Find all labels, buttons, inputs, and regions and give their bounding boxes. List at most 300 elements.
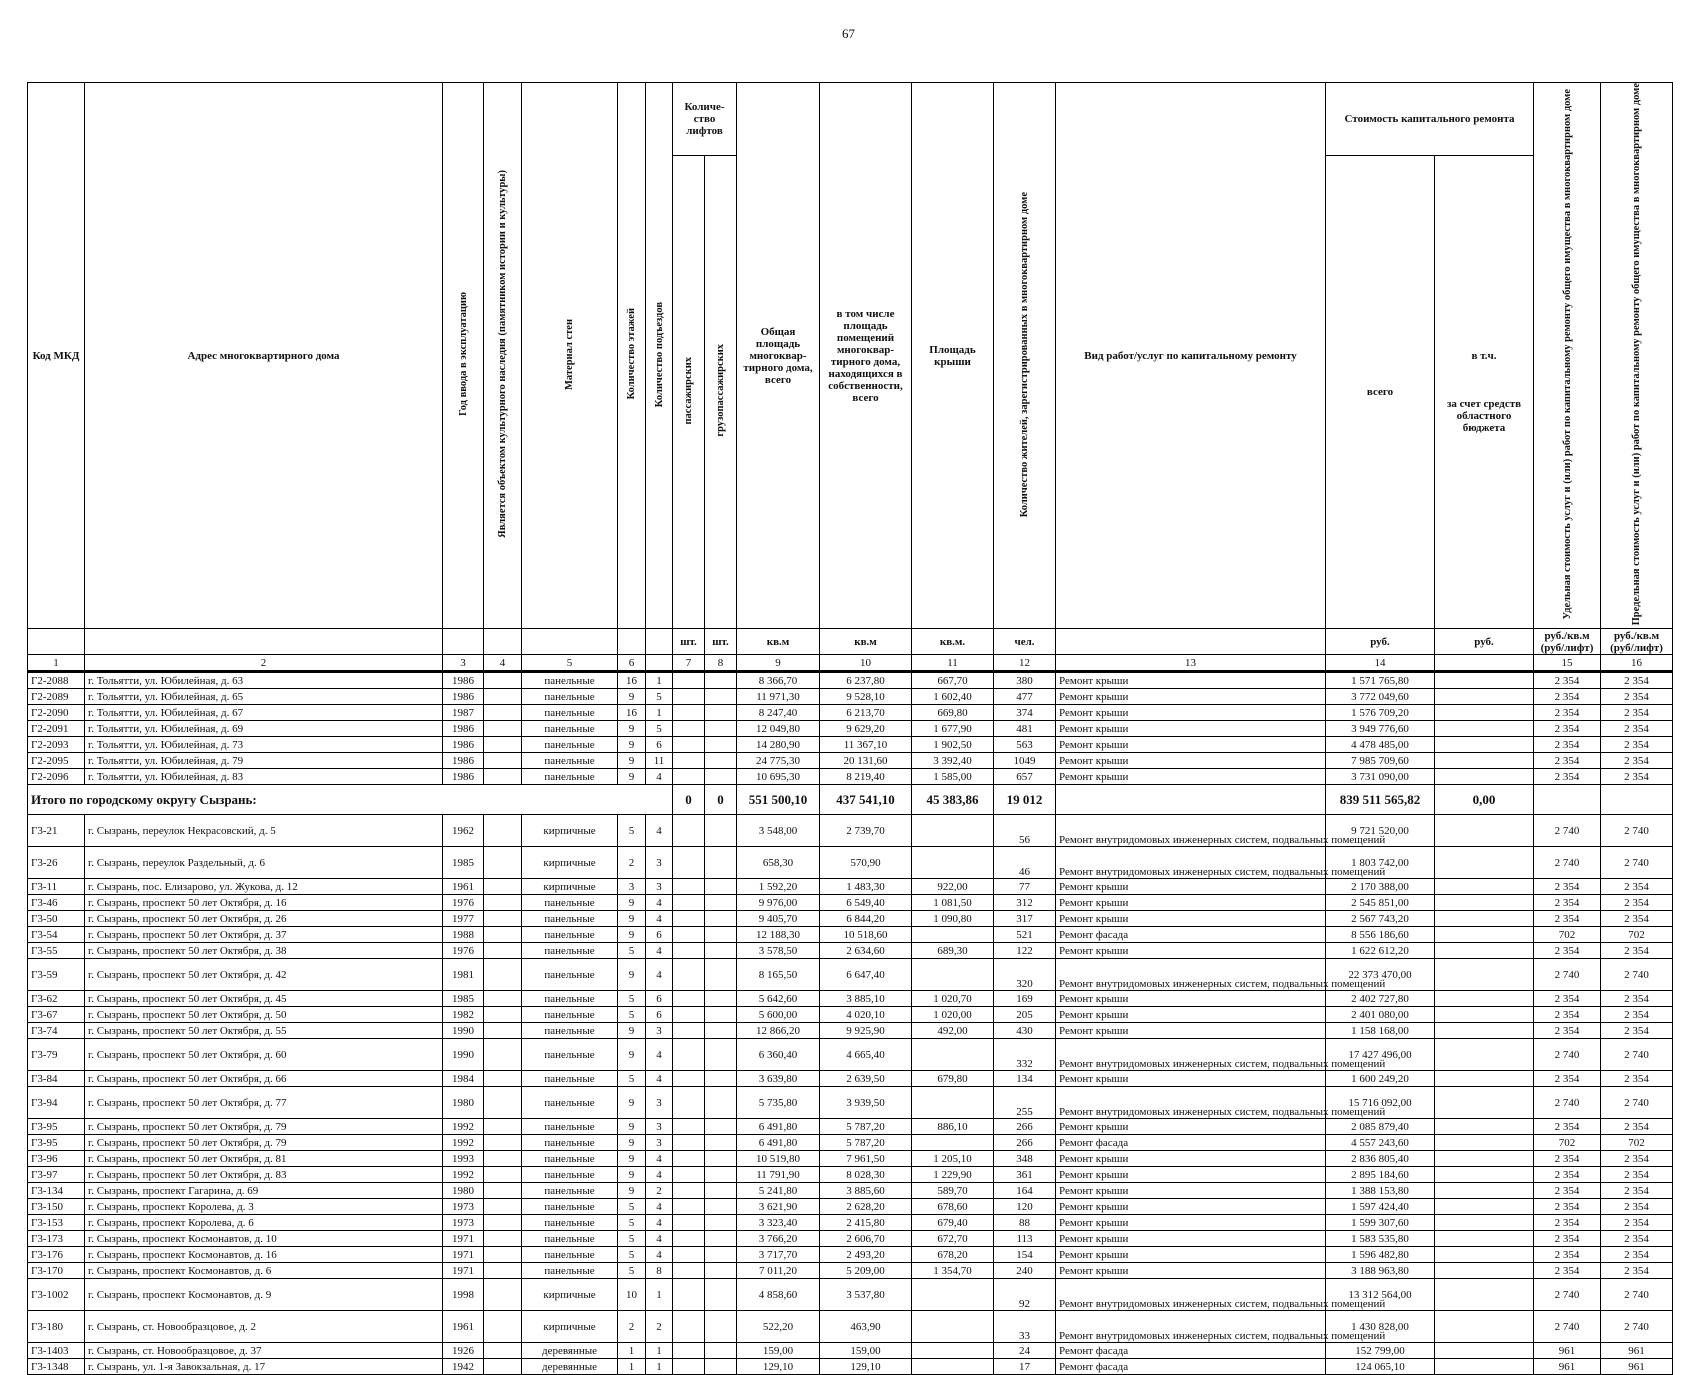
cell-roof: 886,10 — [912, 1119, 994, 1135]
cell-heritage — [484, 1135, 522, 1151]
cell-premises: 9 629,20 — [820, 721, 912, 737]
cell-material: панельные — [522, 672, 618, 689]
cell-lifts-cargo — [705, 753, 737, 769]
cell-premises: 8 028,30 — [820, 1167, 912, 1183]
table-row — [28, 1023, 1673, 1039]
cell-cost: 1 158 168,00 — [1326, 1023, 1435, 1039]
cell-lifts-pass — [673, 879, 705, 895]
column-number: 2 — [85, 655, 443, 672]
cell-entrances: 4 — [646, 911, 673, 927]
cell-max-cost: 2 354 — [1601, 1071, 1673, 1087]
cell-area: 9 976,00 — [737, 895, 820, 911]
cell-entrances: 4 — [646, 895, 673, 911]
cell-area: 5 600,00 — [737, 1007, 820, 1023]
cell-heritage — [484, 1263, 522, 1279]
cell-residents: 657 — [994, 769, 1056, 785]
cell-address: г. Тольятти, ул. Юбилейная, д. 63 — [85, 672, 443, 689]
cell-unit-cost: 2 354 — [1534, 1215, 1601, 1231]
cell-entrances: 1 — [646, 1359, 673, 1375]
cell-regional — [1435, 737, 1534, 753]
cell-lifts-pass — [673, 1359, 705, 1375]
cell-area: 522,20 — [737, 1311, 820, 1343]
cell-regional — [1435, 1199, 1534, 1215]
cell-unit-cost: 2 740 — [1534, 959, 1601, 991]
cell-address: г. Сызрань, проспект 50 лет Октября, д. 77 — [85, 1087, 443, 1119]
cell-max-cost: 2 354 — [1601, 689, 1673, 705]
cell-address: г. Тольятти, ул. Юбилейная, д. 73 — [85, 737, 443, 753]
cell-max-cost: 2 740 — [1601, 1311, 1673, 1343]
cell-work-type: Ремонт фасада — [1056, 1135, 1326, 1151]
cell-lifts-pass — [673, 847, 705, 879]
cell-code: Г2-2090 — [28, 705, 85, 721]
cell-area: 6 491,80 — [737, 1119, 820, 1135]
cell-year: 1990 — [443, 1039, 484, 1071]
table-row — [28, 1311, 1673, 1343]
cell-cost: 4 557 243,60 — [1326, 1135, 1435, 1151]
cell-lifts-pass — [673, 943, 705, 959]
table-row — [28, 1151, 1673, 1167]
cell-code: Г3-96 — [28, 1151, 85, 1167]
cell-cost: 9 721 520,00 — [1326, 815, 1435, 847]
cell-heritage — [484, 769, 522, 785]
cell-year: 1977 — [443, 911, 484, 927]
cell-year: 1992 — [443, 1167, 484, 1183]
cell-unit-cost: 2 354 — [1534, 895, 1601, 911]
cell-lifts-pass — [673, 737, 705, 753]
cell-year: 1998 — [443, 1279, 484, 1311]
unit-pcs: шт. — [705, 629, 737, 655]
cell-address: г. Сызрань, ст. Новообразцовое, д. 2 — [85, 1311, 443, 1343]
cell-floors: 2 — [618, 1311, 646, 1343]
cell-work-type: Ремонт крыши — [1056, 1247, 1326, 1263]
cell-address: г. Сызрань, проспект 50 лет Октября, д. 37 — [85, 927, 443, 943]
cell-lifts-cargo — [705, 1279, 737, 1311]
cell-entrances: 4 — [646, 943, 673, 959]
cell-unit-cost: 961 — [1534, 1343, 1601, 1359]
cell-lifts-pass — [673, 1311, 705, 1343]
table-row — [28, 1215, 1673, 1231]
cell-lifts-cargo — [705, 689, 737, 705]
cell-roof — [912, 1087, 994, 1119]
cell-lifts-pass — [673, 895, 705, 911]
cell-lifts-pass — [673, 721, 705, 737]
column-number: 16 — [1601, 655, 1673, 672]
cell-material: панельные — [522, 753, 618, 769]
cell-unit-cost: 2 354 — [1534, 705, 1601, 721]
cell-address: г. Сызрань, проспект 50 лет Октября, д. 16 — [85, 895, 443, 911]
cell-area: 11 971,30 — [737, 689, 820, 705]
cell-entrances: 4 — [646, 1071, 673, 1087]
cell-entrances: 3 — [646, 1135, 673, 1151]
cell-max-cost: 2 354 — [1601, 1119, 1673, 1135]
table-row — [28, 705, 1673, 721]
cell-lifts-cargo — [705, 1247, 737, 1263]
cell-roof: 678,20 — [912, 1247, 994, 1263]
column-number: 1 — [28, 655, 85, 672]
cell-entrances: 6 — [646, 737, 673, 753]
cell-regional — [1435, 672, 1534, 689]
cell-unit-cost: 2 354 — [1534, 1023, 1601, 1039]
cell-unit-cost: 702 — [1534, 1135, 1601, 1151]
cell-residents: 122 — [994, 943, 1056, 959]
cell-regional — [1435, 1071, 1534, 1087]
cell-max-cost: 2 354 — [1601, 1007, 1673, 1023]
cell-entrances: 3 — [646, 847, 673, 879]
cell-material: деревянные — [522, 1343, 618, 1359]
header-lifts-cargo: грузопассажирских — [705, 155, 737, 628]
table-row — [28, 1247, 1673, 1263]
cell-entrances: 3 — [646, 879, 673, 895]
cell-work-type: Ремонт крыши — [1056, 1263, 1326, 1279]
cell-floors: 5 — [618, 943, 646, 959]
cell-heritage — [484, 927, 522, 943]
cell-max-cost: 2 740 — [1601, 959, 1673, 991]
cell-work-type: Ремонт внутридомовых инженерных систем, подвальных помещений — [1056, 1311, 1326, 1343]
cell-material: кирпичные — [522, 815, 618, 847]
cell-material: кирпичные — [522, 847, 618, 879]
cell-year: 1982 — [443, 1007, 484, 1023]
cell-floors: 16 — [618, 705, 646, 721]
cell-area: 3 621,90 — [737, 1199, 820, 1215]
cell-address: г. Тольятти, ул. Юбилейная, д. 79 — [85, 753, 443, 769]
cell-lifts-cargo — [705, 1135, 737, 1151]
cell-lifts-cargo — [705, 1183, 737, 1199]
cell-heritage — [484, 1343, 522, 1359]
cell-roof: 669,80 — [912, 705, 994, 721]
cell-address: г. Сызрань, ст. Новообразцовое, д. 37 — [85, 1343, 443, 1359]
cell-floors: 5 — [618, 1263, 646, 1279]
table-row — [28, 959, 1673, 991]
cell-lifts-cargo — [705, 672, 737, 689]
cell-material: панельные — [522, 1263, 618, 1279]
table-row — [28, 943, 1673, 959]
cell-premises: 3 885,60 — [820, 1183, 912, 1199]
cell-premises: 129,10 — [820, 1359, 912, 1375]
cell-code: Г3-62 — [28, 991, 85, 1007]
cell-year: 1973 — [443, 1199, 484, 1215]
cell-entrances: 4 — [646, 1215, 673, 1231]
cell-entrances: 6 — [646, 991, 673, 1007]
cell-year: 1971 — [443, 1263, 484, 1279]
cell-max-cost: 2 354 — [1601, 1023, 1673, 1039]
cell-premises: 2 739,70 — [820, 815, 912, 847]
cell-lifts-pass — [673, 1199, 705, 1215]
cell-entrances: 3 — [646, 1119, 673, 1135]
cell-year: 1976 — [443, 943, 484, 959]
cell-lifts-pass — [673, 753, 705, 769]
cell-heritage — [484, 1167, 522, 1183]
cell-floors: 9 — [618, 769, 646, 785]
table-row — [28, 911, 1673, 927]
cell-heritage — [484, 1311, 522, 1343]
cell-heritage — [484, 1215, 522, 1231]
cell-code: Г3-26 — [28, 847, 85, 879]
cell-premises: 5 787,20 — [820, 1135, 912, 1151]
table-row — [28, 1359, 1673, 1375]
cell-roof — [912, 959, 994, 991]
cell-area: 129,10 — [737, 1359, 820, 1375]
cell-area: 5 642,60 — [737, 991, 820, 1007]
cell-area: 5 735,80 — [737, 1087, 820, 1119]
cell-entrances: 4 — [646, 1151, 673, 1167]
cell-material: панельные — [522, 721, 618, 737]
header-lifts-pass: пассажирских — [673, 155, 705, 628]
cell-code: Г3-134 — [28, 1183, 85, 1199]
column-number: 9 — [737, 655, 820, 672]
cell-lifts-cargo — [705, 1311, 737, 1343]
cell-floors: 9 — [618, 1023, 646, 1039]
cell-residents: 33 — [994, 1311, 1056, 1343]
cell-year: 1984 — [443, 1071, 484, 1087]
cell-regional — [1435, 1231, 1534, 1247]
cell-year: 1973 — [443, 1215, 484, 1231]
cell-max-cost: 2 354 — [1601, 1199, 1673, 1215]
cell-heritage — [484, 1359, 522, 1375]
table-row — [28, 721, 1673, 737]
cell-address: г. Сызрань, проспект 50 лет Октября, д. 79 — [85, 1135, 443, 1151]
header-entrances: Количество подъездов — [646, 83, 673, 629]
cell-floors: 5 — [618, 1071, 646, 1087]
cell-roof — [912, 1039, 994, 1071]
cell-address: г. Сызрань, проспект 50 лет Октября, д. 60 — [85, 1039, 443, 1071]
cell-work-type: Ремонт крыши — [1056, 769, 1326, 785]
cell-regional — [1435, 1087, 1534, 1119]
table-row — [28, 1039, 1673, 1071]
table-row — [28, 1183, 1673, 1199]
cell-area: 6 360,40 — [737, 1039, 820, 1071]
cell-area: 6 491,80 — [737, 1135, 820, 1151]
cell-max-cost: 2 354 — [1601, 737, 1673, 753]
cell-max-cost: 2 740 — [1601, 1087, 1673, 1119]
cell-lifts-pass — [673, 689, 705, 705]
cell-year: 1986 — [443, 737, 484, 753]
cell-unit-cost: 2 354 — [1534, 753, 1601, 769]
cell-year: 1992 — [443, 1135, 484, 1151]
cell-floors: 9 — [618, 1135, 646, 1151]
cell-material: панельные — [522, 1023, 618, 1039]
cell-material: панельные — [522, 911, 618, 927]
cell-unit-cost: 2 740 — [1534, 1279, 1601, 1311]
cell-premises: 4 665,40 — [820, 1039, 912, 1071]
cell-regional — [1435, 1215, 1534, 1231]
cell-material: панельные — [522, 1119, 618, 1135]
total-regional: 0,00 — [1435, 785, 1534, 815]
header-lifts: Количе-ство лифтов — [673, 83, 737, 156]
cell-unit-cost: 2 354 — [1534, 1263, 1601, 1279]
cell-heritage — [484, 1279, 522, 1311]
cell-premises: 3 885,10 — [820, 991, 912, 1007]
cell-unit-cost: 2 354 — [1534, 1071, 1601, 1087]
column-number: 4 — [484, 655, 522, 672]
cell-material: панельные — [522, 689, 618, 705]
cell-code: Г2-2089 — [28, 689, 85, 705]
cell-lifts-cargo — [705, 1039, 737, 1071]
cell-address: г. Сызрань, проспект 50 лет Октября, д. 26 — [85, 911, 443, 927]
cell-lifts-pass — [673, 1231, 705, 1247]
cell-unit-cost: 2 354 — [1534, 1231, 1601, 1247]
unit-rub: руб. — [1435, 629, 1534, 655]
column-number: 7 — [673, 655, 705, 672]
cell-residents: 320 — [994, 959, 1056, 991]
cell-cost: 2 895 184,60 — [1326, 1167, 1435, 1183]
cell-year: 1988 — [443, 927, 484, 943]
cell-floors: 9 — [618, 1167, 646, 1183]
cell-floors: 9 — [618, 737, 646, 753]
cell-cost: 2 170 388,00 — [1326, 879, 1435, 895]
cell-work-type: Ремонт крыши — [1056, 1231, 1326, 1247]
cell-cost: 2 545 851,00 — [1326, 895, 1435, 911]
cell-work-type: Ремонт крыши — [1056, 1071, 1326, 1087]
cell-code: Г3-54 — [28, 927, 85, 943]
cell-regional — [1435, 1023, 1534, 1039]
cell-roof: 1 020,70 — [912, 991, 994, 1007]
cell-premises: 10 518,60 — [820, 927, 912, 943]
cell-lifts-cargo — [705, 991, 737, 1007]
cell-unit-cost: 2 354 — [1534, 1167, 1601, 1183]
cell-area: 7 011,20 — [737, 1263, 820, 1279]
cell-address: г. Сызрань, проспект Космонавтов, д. 9 — [85, 1279, 443, 1311]
cell-work-type: Ремонт внутридомовых инженерных систем, подвальных помещений — [1056, 847, 1326, 879]
column-number — [646, 655, 673, 672]
table-body-top — [28, 672, 1673, 785]
cell-year: 1990 — [443, 1023, 484, 1039]
cell-unit-cost: 2 740 — [1534, 847, 1601, 879]
column-number: 14 — [1326, 655, 1435, 672]
cell-regional — [1435, 1167, 1534, 1183]
cell-unit-cost: 2 354 — [1534, 879, 1601, 895]
cell-area: 3 548,00 — [737, 815, 820, 847]
cell-unit-cost: 2 354 — [1534, 1199, 1601, 1215]
unit-area: кв.м — [737, 629, 820, 655]
cell-regional — [1435, 1359, 1534, 1375]
cell-code: Г3-153 — [28, 1215, 85, 1231]
cell-code: Г3-1348 — [28, 1359, 85, 1375]
cell-address: г. Сызрань, проспект Космонавтов, д. 6 — [85, 1263, 443, 1279]
cell-residents: 481 — [994, 721, 1056, 737]
cell-floors: 9 — [618, 959, 646, 991]
column-number: 11 — [912, 655, 994, 672]
header-address: Адрес многоквартирного дома — [85, 83, 443, 629]
cell-premises: 3 537,80 — [820, 1279, 912, 1311]
cell-floors: 5 — [618, 1007, 646, 1023]
cell-year: 1985 — [443, 991, 484, 1007]
cell-lifts-cargo — [705, 815, 737, 847]
cell-max-cost: 2 354 — [1601, 721, 1673, 737]
header-area-total: Общая площадь многоквар-тирного дома, всего — [737, 83, 820, 629]
cell-lifts-pass — [673, 672, 705, 689]
cell-cost: 1 622 612,20 — [1326, 943, 1435, 959]
column-number: 8 — [705, 655, 737, 672]
cell-area: 24 775,30 — [737, 753, 820, 769]
repair-register-table — [27, 82, 1673, 1375]
cell-heritage — [484, 1119, 522, 1135]
cell-floors: 9 — [618, 1151, 646, 1167]
cell-residents: 205 — [994, 1007, 1056, 1023]
cell-floors: 2 — [618, 847, 646, 879]
cell-lifts-cargo — [705, 721, 737, 737]
column-number: 5 — [522, 655, 618, 672]
cell-work-type: Ремонт внутридомовых инженерных систем, подвальных помещений — [1056, 959, 1326, 991]
cell-floors: 9 — [618, 1119, 646, 1135]
cell-code: Г3-173 — [28, 1231, 85, 1247]
cell-entrances: 1 — [646, 1279, 673, 1311]
cell-code: Г3-55 — [28, 943, 85, 959]
cell-address: г. Сызрань, проспект Космонавтов, д. 10 — [85, 1231, 443, 1247]
unit-rub: руб. — [1326, 629, 1435, 655]
cell-regional — [1435, 1247, 1534, 1263]
cell-residents: 164 — [994, 1183, 1056, 1199]
cell-code: Г3-150 — [28, 1199, 85, 1215]
cell-regional — [1435, 911, 1534, 927]
cell-cost: 1 430 828,00 — [1326, 1311, 1435, 1343]
cell-work-type: Ремонт крыши — [1056, 879, 1326, 895]
column-number: 3 — [443, 655, 484, 672]
cell-cost: 1 576 709,20 — [1326, 705, 1435, 721]
cell-unit-cost: 961 — [1534, 1359, 1601, 1375]
cell-lifts-pass — [673, 911, 705, 927]
cell-unit-cost: 2 354 — [1534, 1183, 1601, 1199]
cell-unit-cost: 2 354 — [1534, 943, 1601, 959]
cell-regional — [1435, 1151, 1534, 1167]
table-body-bottom — [28, 815, 1673, 1375]
cell-cost: 1 583 535,80 — [1326, 1231, 1435, 1247]
cell-entrances: 3 — [646, 1023, 673, 1039]
cell-max-cost: 702 — [1601, 927, 1673, 943]
cell-residents: 17 — [994, 1359, 1056, 1375]
cell-entrances: 8 — [646, 1263, 673, 1279]
cell-address: г. Тольятти, ул. Юбилейная, д. 67 — [85, 705, 443, 721]
cell-premises: 2 639,50 — [820, 1071, 912, 1087]
header-residents: Количество жителей, зарегистрированных в многоквартирном доме — [994, 83, 1056, 629]
cell-residents: 120 — [994, 1199, 1056, 1215]
cell-roof: 679,80 — [912, 1071, 994, 1087]
cell-max-cost: 2 354 — [1601, 1215, 1673, 1231]
cell-cost: 3 949 776,60 — [1326, 721, 1435, 737]
cell-lifts-cargo — [705, 1359, 737, 1375]
cell-unit-cost: 2 740 — [1534, 1039, 1601, 1071]
unit-pcs: шт. — [673, 629, 705, 655]
cell-year: 1980 — [443, 1183, 484, 1199]
cell-floors: 9 — [618, 1039, 646, 1071]
cell-regional — [1435, 943, 1534, 959]
cell-lifts-cargo — [705, 1167, 737, 1183]
column-number: 15 — [1534, 655, 1601, 672]
table-row — [28, 1071, 1673, 1087]
cell-year: 1986 — [443, 672, 484, 689]
total-residents: 19 012 — [994, 785, 1056, 815]
cell-year: 1971 — [443, 1247, 484, 1263]
column-number-row — [28, 655, 1673, 672]
header-material: Материал стен — [522, 83, 618, 629]
cell-year: 1986 — [443, 769, 484, 785]
table-row — [28, 753, 1673, 769]
cell-regional — [1435, 1119, 1534, 1135]
cell-material: кирпичные — [522, 879, 618, 895]
cell-entrances: 11 — [646, 753, 673, 769]
cell-entrances: 6 — [646, 927, 673, 943]
header-heritage: Является объектом культурного наследия (памятником истории и культуры) — [484, 83, 522, 629]
cell-heritage — [484, 879, 522, 895]
total-pass: 0 — [673, 785, 705, 815]
cell-cost: 2 836 805,40 — [1326, 1151, 1435, 1167]
cell-year: 1976 — [443, 895, 484, 911]
cell-lifts-cargo — [705, 1231, 737, 1247]
table-row — [28, 879, 1673, 895]
cell-floors: 10 — [618, 1279, 646, 1311]
table-row — [28, 1119, 1673, 1135]
cell-premises: 5 787,20 — [820, 1119, 912, 1135]
unit-people: чел. — [994, 629, 1056, 655]
